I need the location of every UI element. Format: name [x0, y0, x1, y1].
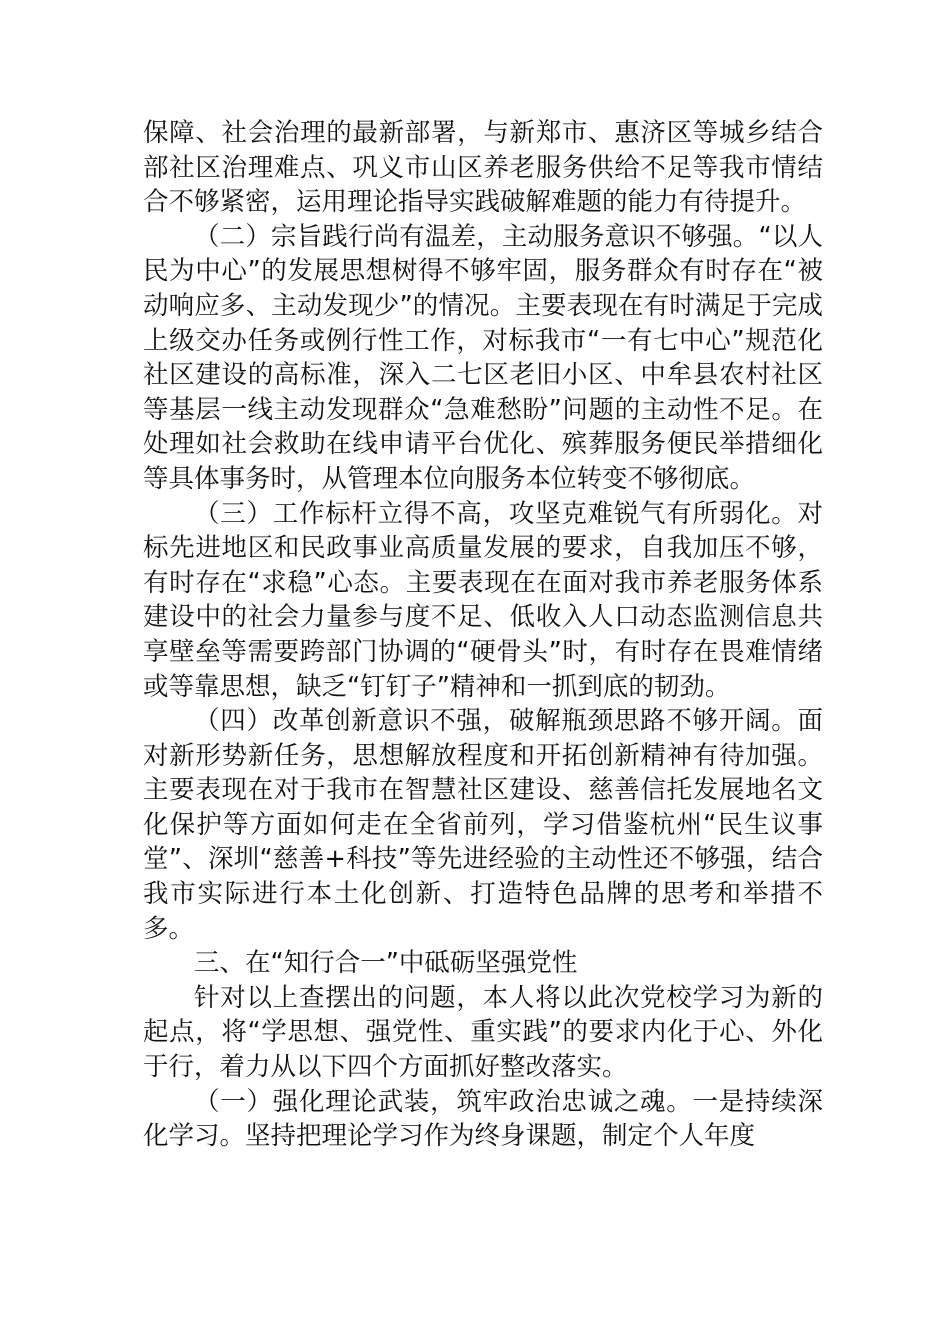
paragraph-section-2: （二）宗旨践行尚有温差，主动服务意识不够强。“以人民为中心”的发展思想树得不够牢固，服务群众有时存在“被动响应多、主动发现少”的情况。主要表现在有时满足于完成上级交办任务或例行性工作，对标我市“一有七中心”规范化社区建设的高标准，深入二七区老旧小区、中牟县农村社区等基层一线主动发现群众“急难愁盼”问题的主动性不足。在处理如社会救助在线申请平台优化、殡葬服务便民举措细化等具体事务时，从管理本位向服务本位转变不够彻底。 — [143, 221, 823, 494]
paragraph-measure-1: （一）强化理论武装，筑牢政治忠诚之魂。一是持续深化学习。坚持把理论学习作为终身课题，制定个人年度 — [143, 1086, 823, 1152]
paragraph-continuation: 保障、社会治理的最新部署，与新郑市、惠济区等城乡结合部社区治理难点、巩义市山区养老服务供给不足等我市情结合不够紧密，运用理论指导实践破解难题的能力有待提升。 — [143, 118, 823, 218]
paragraph-section-3: （三）工作标杆立得不高，攻坚克难锐气有所弱化。对标先进地区和民政事业高质量发展的要求，自我加压不够，有时存在“求稳”心态。主要表现在在面对我市养老服务体系建设中的社会力量参与度不足、低收入人口动态监测信息共享壁垒等需要跨部门协调的“硬骨头”时，有时存在畏难情绪或等靠思想，缺乏“钉钉子”精神和一抓到底的韧劲。 — [143, 498, 823, 702]
document-body — [143, 116, 823, 1154]
heading-part-3: 三、在“知行合一”中砥砺坚强党性 — [194, 948, 578, 979]
paragraph-section-4: （四）改革创新意识不强，破解瓶颈思路不够开阔。面对新形势新任务，思想解放程度和开拓创新精神有待加强。主要表现在对于我市在智慧社区建设、慈善信托发展地名文化保护等方面如何走在全省前列，学习借鉴杭州“民生议事堂”、深圳“慈善+科技”等先进经验的主动性还不够强，结合我市实际进行本土化创新、打造特色品牌的思考和举措不多。 — [143, 706, 823, 944]
paragraph-intro-part-3: 针对以上查摆出的问题，本人将以此次党校学习为新的起点，将“学思想、强党性、重实践”的要求内化于心、外化于行，着力从以下四个方面抓好整改落实。 — [143, 982, 823, 1083]
